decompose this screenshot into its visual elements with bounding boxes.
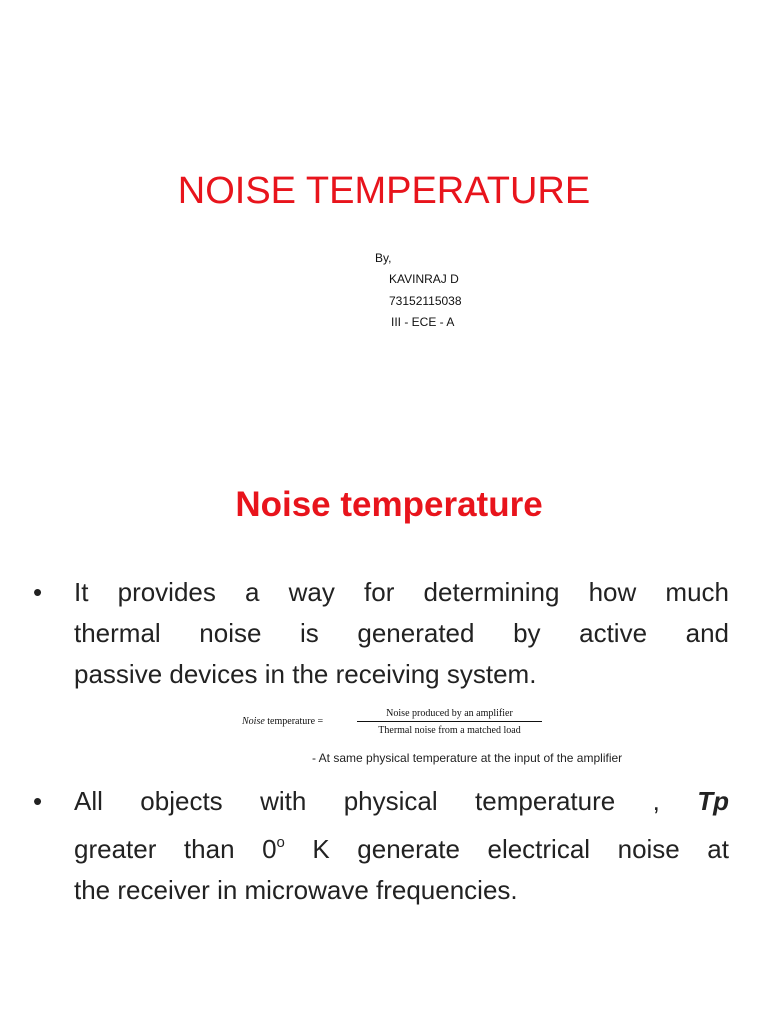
formula-numerator: Noise produced by an amplifier xyxy=(386,708,513,719)
formula-lhs xyxy=(242,716,323,727)
bullet-2 xyxy=(33,781,729,911)
bullet-1-line: passive devices in the receiving system. xyxy=(74,659,537,689)
slide2-title: Noise temperature xyxy=(235,485,543,524)
formula-fraction xyxy=(357,707,542,737)
bullet-2-line xyxy=(74,822,729,870)
author-class: III - ECE - A xyxy=(391,315,455,329)
bullet-dot-icon: • xyxy=(33,577,43,607)
bullet-2-text xyxy=(74,781,729,911)
author-id: 73152115038 xyxy=(389,294,462,308)
bullet-1-text xyxy=(74,572,729,695)
bullet-2-line xyxy=(74,781,729,822)
bullet-2-line1-text: All objects with physical temperature , xyxy=(74,786,660,816)
formula-lhs-italic: Noise xyxy=(242,716,265,727)
noise-temperature-formula xyxy=(242,707,542,739)
formula-lhs-rest: temperature = xyxy=(264,716,324,727)
tp-symbol: Tp xyxy=(697,786,729,816)
bullet-2-line: the receiver in microwave frequencies. xyxy=(74,875,518,905)
bullet-dot-icon: • xyxy=(33,786,43,816)
slide1-title: NOISE TEMPERATURE xyxy=(177,170,591,212)
bullet-2-line2-post: K generate electrical noise at xyxy=(284,834,729,864)
formula-note: - At same physical temperature at the input of the amplifier xyxy=(312,751,623,765)
formula-denominator: Thermal noise from a matched load xyxy=(378,725,521,736)
bullet-1-line: thermal noise is generated by active and xyxy=(74,618,729,648)
bullet-1 xyxy=(33,572,729,695)
degree-superscript: o xyxy=(276,834,285,851)
fraction-bar xyxy=(357,721,542,722)
bullet-1-line: It provides a way for determining how much xyxy=(74,577,729,607)
bullet-2-line2-pre: greater than 0 xyxy=(74,834,277,864)
by-label: By, xyxy=(375,251,392,265)
author-name: KAVINRAJ D xyxy=(389,272,459,286)
